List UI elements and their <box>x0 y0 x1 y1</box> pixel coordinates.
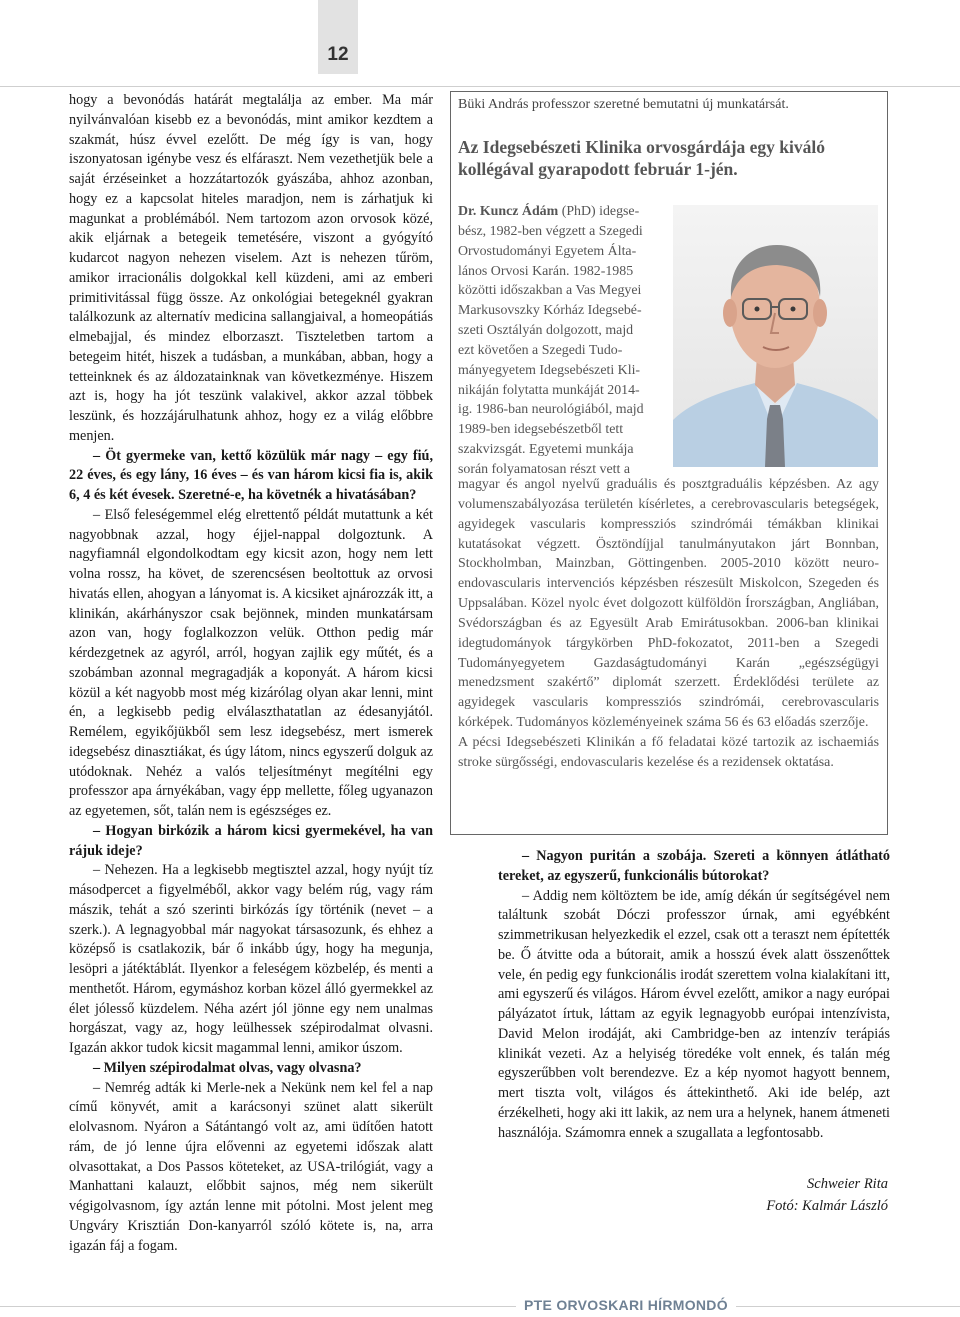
bio-line: szakvizsgát. Egyetemi munkája <box>458 442 634 458</box>
bio-line: szeti Osztályán dolgozott, majd <box>458 323 634 339</box>
bio-line: lános Orvosi Karán. 1982-1985 <box>458 263 634 279</box>
right-column <box>498 847 890 1143</box>
interview-question: – Milyen szépirodalmat olvas, vagy olvasna? <box>93 1059 362 1076</box>
bio-continuation: magyar és angol nyelvű graduális és posztgraduális képzésben. Az agy volumenszabályozása területén kísérletes, a cerebrovascularis betegségek, agyidegek vascularis kompressziós szindrómái témákban klinikai kutatásokat végzett. Ösztöndíjjal tanulmányutakon járt Bonnban, Stockholmban, Mainzban, Göttingenben. 2005-2010 között neuro-endovascularis intervenciós képzésben részesült Miskolcon, Szegeden és Uppsalában. Közel nyolc évet dolgozott külföldön Írországban, Angliában, Svédországban és az Egyesült Arab Emirátusokban. 2006-ban klinikai idegtudományok tárgykörben PhD-fokozatot, 2011-ben a Szegedi Tudományegyetem Gazdaságtudományi Karán „egészségügyi menedzsment szakértő” diplomát szerzett. Érdeklődési területe az agyidegek vascularis kompressziós szindrómái, cerebrovascularis kórképek. Tudományos közleményeinek száma 56 és 63 előadás szerzője. <box>458 477 879 731</box>
bio-line: mányegyetem Idegsebészeti Kli- <box>458 362 641 378</box>
interview-question: – Nagyon puritán a szobája. Szereti a könnyen átlátható tereket, az egyszerű, funkcionális bútorokat? <box>498 848 890 884</box>
page-number: 12 <box>327 44 349 65</box>
footer-rule <box>0 1306 960 1307</box>
left-column <box>69 91 433 1256</box>
box-intro-line: Büki András professzor szeretné bemutatni új munkatársát. <box>458 97 789 112</box>
bio-line: ig. 1986-ban neurológiából, majd <box>458 402 644 418</box>
box-headline: Az Idegsebészeti Klinika orvosgárdája egy kiváló kollégával gyarapodott február 1-jén. <box>458 137 825 179</box>
interview-question: – Öt gyermeke van, kettő közülük már nagy – egy fiú, 22 éves, és egy lány, 16 éves – és van három kicsi fia is, akik 6, 4 és két évesek. Szeretné-e, ha követnék a hivatásában? <box>69 447 433 503</box>
box-bio-full <box>458 475 879 773</box>
bio-line: (PhD) idegse- <box>561 204 640 219</box>
body-paragraph: hogy a bevonódás határát megtalálja az ember. Ma már nyilvánvalóan kisebb ez a bevonódás, mint amikor kezdtem a szakmát, húsz évvel ezelőtt. De még így is van, hogy iszonyatosan igénybe vesz és elfáraszt. Nem vezethetjük bele a saját érzéseinket a hozzátartozók gyászába, ahhoz azonban, hogy ez a kapcsolat hiteles maradjon, nem is zárhatjuk ki magunkat a problémából. Nem tartozom azon orvosok közé, akik eljárnak a betegeik temetésére, viszont a gyógyító kudarcot nagyon nehezen viselem. Azt is nehezen tűröm, amikor irracionális dolgokkal kell küzdeni, ami az emberi primitivitással függ össze. Az onkológiai betegeknél gyakran találkozunk az alternatív medicina sallangjaival, a homeopátiás elmebajjal, és mindez elborzaszt. Tiszteletben tartom a betegeim hitét, hiszek a tudásban, a munkában, abban, hogy a tetteinknek és az áldozatainknak van következménye. Hiszem azt is, hogy ha jót teszünk valakivel, akkor azzal többek leszünk, és hozzájárulhatunk ahhoz, hogy ez a világ előbbre menjen. <box>69 92 433 444</box>
body-paragraph: – Nemrég adták ki Merle-nek a Nekünk nem kel fel a nap című könyvét, amit a karácsonyi szünet alatt sikerült elolvasnom. Nyáron a Sátántangó volt az, ami üdítően hatott rám, de jó lenne újra elővenni az egyetemi időszak alatt olvasottakat, a Dos Passos köteteket, az USA-trilógiát, vagy a Manhattani kalauzt, előbbit sajnos, még nem sikerült végigolvasnom, így aztán lenne mit pótolni. Most jelent meg Ungváry Krisztián Don-kanyarról szóló kötete is, na, arra igazán fáj a fogam. <box>69 1079 433 1254</box>
bio-line: Markusovszky Kórház Idegsebé- <box>458 303 642 319</box>
body-paragraph: – Addig nem költöztem be ide, amíg dékán úr segítségével nem találtunk szobát Dóczi professzor úrnak, ami egyébként szimmetrikusan helyezkedik el ezzel, csak ott a teraszt nem építették be. Ő átvitte oda a bútorait, amik a hosszú évek alatt összenőttek vele, én pedig egy funkcionális irodát szerettem volna kialakítani itt, ami egyszerű és világos. Három évvel ezelőtt, amikor a nagy európai pályázatot írtuk, láttam az egyik legnagyobb európai intenzívista, David Melon irodáját, aki Cambridge-ben az intenzív terápiás klinikát vezeti. Az a helyiség töredéke volt ennek, és talán még egyszerűbben volt berendezve. Ez a kép nyomot hagyott bennem, mert tiszta volt, világos és áttekinthető. Aki ide belép, azt érzékelheti, hogy aki itt lakik, az nem ura a helynek, hanem átmeneti használója. Számomra ennek a szugallata a legfontosabb. <box>498 887 890 1141</box>
portrait-photo <box>673 205 878 467</box>
bio-line: közötti időszakban a Vas Megyei <box>458 283 642 299</box>
publication-name: PTE ORVOSKARI HÍRMONDÓ <box>516 1297 736 1313</box>
bio-line: Orvostudományi Egyetem Álta- <box>458 243 637 259</box>
bio-line: ezt követően a Szegedi Tudo- <box>458 342 623 358</box>
photo-credit: Fotó: Kalmár László <box>766 1198 888 1214</box>
bio-line: 1989-ben idegsebészetből tett <box>458 422 624 438</box>
body-paragraph: – Első feleségemmel elég elrettentő példát mutattunk a két nagyobbnak azzal, hogy éjjel-nappal dolgoztunk. A nagyfiamnál elgondolkodtam egy kicsit azon, hogy nem lett volna rossz, ha követ, de szerencsésen beoltottuk az orvosi hivatás ellen, ahogyan a lányomat is. A kicsiket ajnározzák itt, a klinikán, akárhányszor csak bejönnek, minden munkatársam azon van, hogy foglalkozzon velük. Otthon pedig már kérdezgetnek az agyról, arról, hogyan zajlik egy műtét, és a szobámban azonnal megragadják a koponyát. A három kicsi közül a két nagyobb most még kizárólag olyan akar lenni, mint én, a legkisebb pedig elválaszthatatlan az édesanyjától. Remélem, egyikőjükből sem lesz idegsebész, mert ismerek idegsebész dinasztiákat, és úgy látom, nincs egyszerű dolguk az utódoknak. Nehéz a valós teljesítményt megítélni egy professzor apa árnyékában, vagy épp mellette, főleg ugyanazon az egyetemen, sőt, talán nem is egészséges ez. <box>69 506 433 819</box>
interview-question: – Hogyan birkózik a három kicsi gyermekével, ha van rájuk ideje? <box>69 822 433 859</box>
body-paragraph: – Nehezen. Ha a legkisebb megtisztel azzal, hogy nyújt tíz másodpercet a figyelméből, akkor vagy belém rúg, vagy rám mászik, tehát a szó szerinti birkózás így történik (nevet – a szerk.). A legnagyobbal már nagyokat társasozunk, és ehhez a középső is csatlakozik, bár ő inkább úgy, hogy ha megunja, lesöpri a játéktáblát. Ilyenkor a feleségem közbelép, és menti a menthetőt. Három, egymáshoz korban közel álló gyermekkel az élet jólesső küzdelem. Néha azért jól jönne egy nem unalmas horgászat, vagy az, hogy leülhessek szépirodalmat olvasni. Igazán akkor tudok kicsit magammal lenni, amikor úszom. <box>69 862 433 1056</box>
bio-line: bész, 1982-ben végzett a Szegedi <box>458 223 643 239</box>
bio-line: nikáján folytatta munkáját 2014- <box>458 382 640 398</box>
bio-line: során folyamatosan részt vett a <box>458 461 631 477</box>
author-credit: Schweier Rita <box>807 1176 888 1192</box>
header-rule <box>0 86 960 87</box>
bio-name: Dr. Kuncz Ádám <box>458 204 559 219</box>
box-bio-narrow <box>458 202 663 480</box>
bio-closing: A pécsi Idegsebészeti Klinikán a fő feladatai közé tartozik az ischaemiás stroke sürgősségi, endovascularis kezelése és a rezidensek oktatása. <box>458 734 879 770</box>
